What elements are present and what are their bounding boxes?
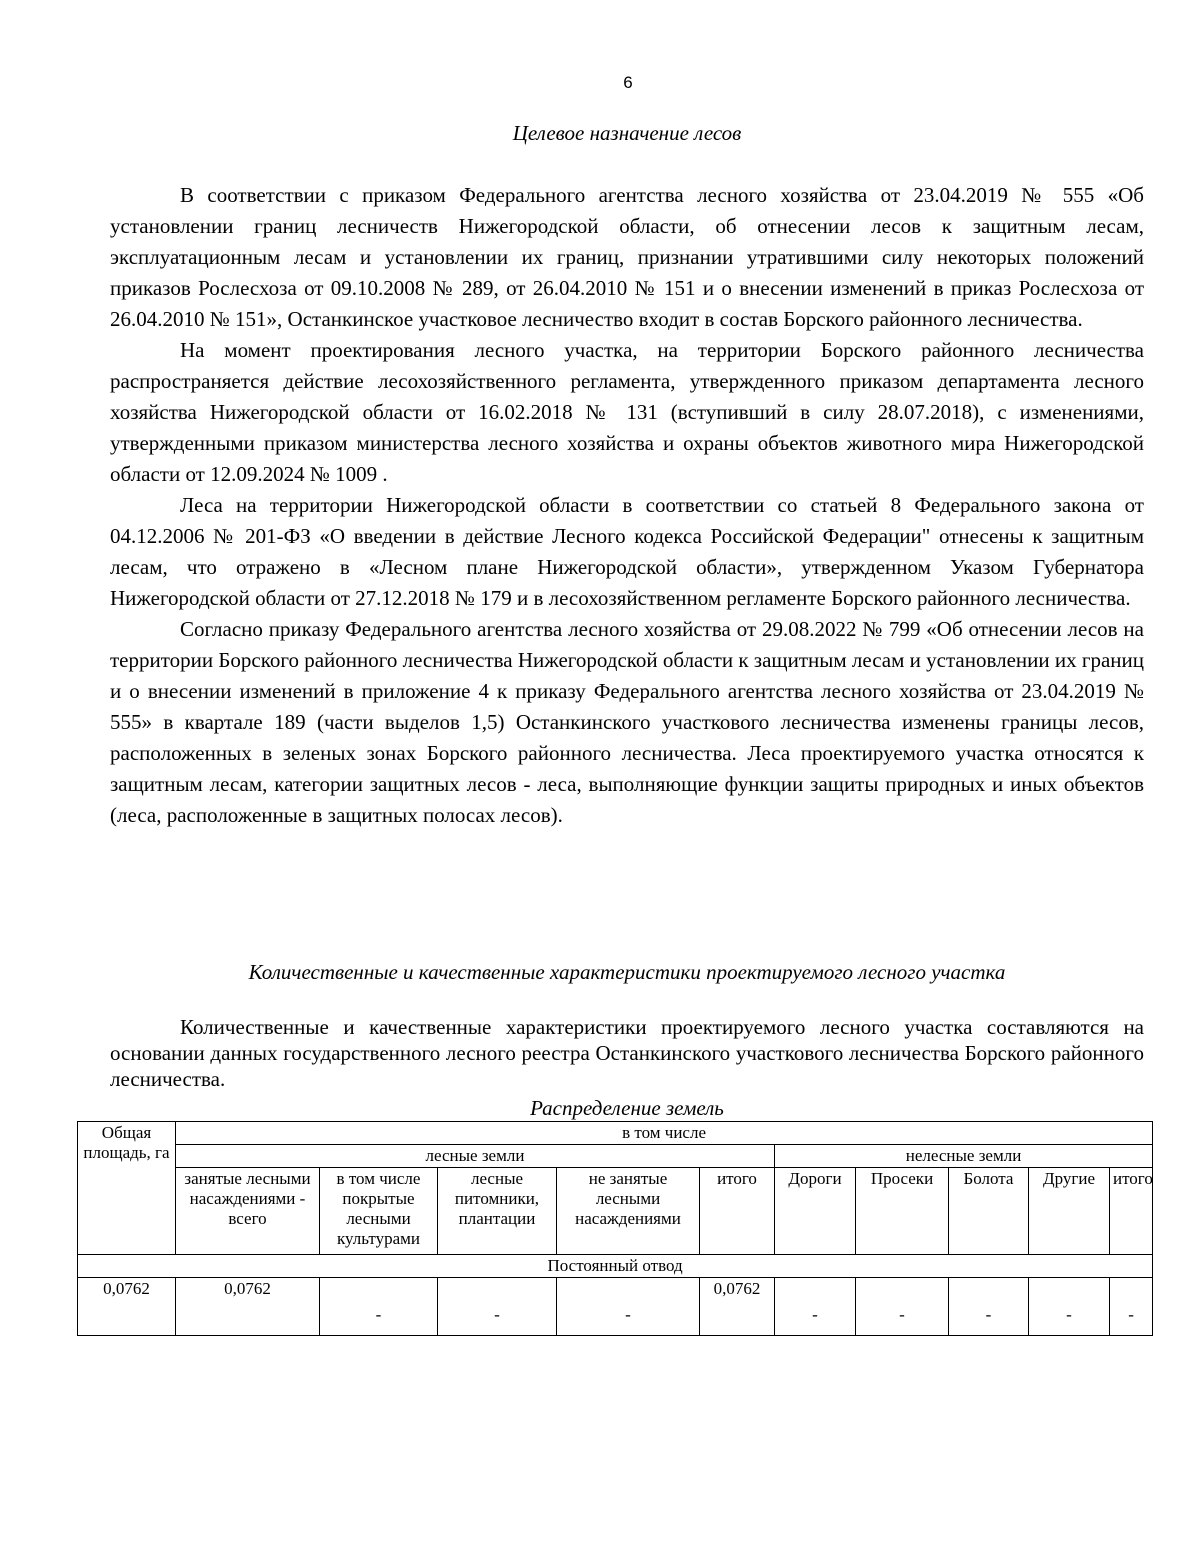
cell-roads: - bbox=[775, 1278, 856, 1336]
paragraph: На момент проектирования лесного участка, на территории Борского районного лесничества распространяется действие лесохозяйственного регламента, утвержденного приказом департамента лесного хозяйства Нижегородской области от 16.02.2018 № 131 (вступивший в силу 28.07.2018), с изменениями, утвержденными приказом министерства лесного хозяйства и охраны объектов животного мира Нижегородской области от 12.09.2024 № 1009 . bbox=[110, 338, 1144, 486]
header-clearings: Просеки bbox=[856, 1168, 949, 1255]
section-title-characteristics: Количественные и качественные характеристики проектируемого лесного участка bbox=[248, 960, 1006, 984]
table-header-row bbox=[78, 1168, 1153, 1255]
header-including: в том числе bbox=[176, 1122, 1153, 1145]
cell-forest-total: 0,0762 bbox=[700, 1278, 775, 1336]
cell-not-occupied: - bbox=[557, 1278, 700, 1336]
cell-swamps: - bbox=[949, 1278, 1029, 1336]
table-row bbox=[78, 1278, 1153, 1336]
header-other: Другие bbox=[1029, 1168, 1110, 1255]
header-not-occupied: не занятые лесными насаждениями bbox=[557, 1168, 700, 1255]
paragraph: В соответствии с приказом Федерального агентства лесного хозяйства от 23.04.2019 № 555 «Об установлении границ лесничеств Нижегородской области, об отнесении лесов к защитным лесам, эксплуатационным лесам и установлении их границ, признании утратившими силу некоторых положений приказов Рослесхоза от 09.10.2008 № 289, от 26.04.2010 № 151 и о внесении изменений в приказ Рослесхоза от 26.04.2010 № 151», Останкинское участковое лесничество входит в состав Борского районного лесничества. bbox=[110, 183, 1144, 331]
header-nonforest-lands: нелесные земли bbox=[775, 1145, 1153, 1168]
table-header-row bbox=[78, 1145, 1153, 1168]
table-section-row bbox=[78, 1255, 1153, 1278]
paragraph: Количественные и качественные характеристики проектируемого лесного участка составляются на основании данных государственного лесного реестра Останкинского участкового лесничества Борского районного лесничества. bbox=[110, 1015, 1144, 1091]
cell-occupied: 0,0762 bbox=[176, 1278, 320, 1336]
cell-nurseries: - bbox=[438, 1278, 557, 1336]
cell-nonforest-total: - bbox=[1110, 1278, 1153, 1336]
header-nonforest-total: итого bbox=[1110, 1168, 1153, 1255]
header-total-area: Общая площадь, га bbox=[78, 1122, 176, 1255]
page-number: 6 bbox=[623, 73, 633, 92]
cell-clearings: - bbox=[856, 1278, 949, 1336]
table-caption: Распределение земель bbox=[530, 1096, 724, 1120]
header-forest-lands: лесные земли bbox=[176, 1145, 775, 1168]
cell-covered-cultures: - bbox=[320, 1278, 438, 1336]
cell-other: - bbox=[1029, 1278, 1110, 1336]
section-body-forest-purpose bbox=[110, 180, 1144, 831]
header-roads: Дороги bbox=[775, 1168, 856, 1255]
header-forest-total: итого bbox=[700, 1168, 775, 1255]
section-row-permanent-allotment: Постоянный отвод bbox=[78, 1255, 1153, 1278]
header-swamps: Болота bbox=[949, 1168, 1029, 1255]
paragraph: Леса на территории Нижегородской области в соответствии со статьей 8 Федерального закона от 04.12.2006 № 201-ФЗ «О введении в действие Лесного кодекса Российской Федерации" отнесены к защитным лесам, что отражено в «Лесном плане Нижегородской области», утвержденном Указом Губернатора Нижегородской области от 27.12.2018 № 179 и в лесохозяйственном регламенте Борского районного лесничества. bbox=[110, 493, 1144, 610]
section-body-characteristics bbox=[110, 1014, 1144, 1092]
header-nurseries: лесные питомники, плантации bbox=[438, 1168, 557, 1255]
section-title-forest-purpose: Целевое назначение лесов bbox=[512, 121, 742, 145]
header-covered-cultures: в том числе покрытые лесными культурами bbox=[320, 1168, 438, 1255]
table-header-row bbox=[78, 1122, 1153, 1145]
land-distribution-table bbox=[77, 1121, 1153, 1336]
paragraph: Согласно приказу Федерального агентства лесного хозяйства от 29.08.2022 № 799 «Об отнесении лесов на территории Борского районного лесничества Нижегородской области к защитным лесам и установлении их границ и о внесении изменений в приложение 4 к приказу Федерального агентства лесного хозяйства от 23.04.2019 № 555» в квартале 189 (части выделов 1,5) Останкинского участкового лесничества изменены границы лесов, расположенных в зеленых зонах Борского районного лесничества. Леса проектируемого участка относятся к защитным лесам, категории защитных лесов - леса, выполняющие функции защиты природных и иных объектов (леса, расположенные в защитных полосах лесов). bbox=[110, 617, 1144, 827]
header-occupied: занятые лесными насаждениями - всего bbox=[176, 1168, 320, 1255]
cell-total-area: 0,0762 bbox=[78, 1278, 176, 1336]
